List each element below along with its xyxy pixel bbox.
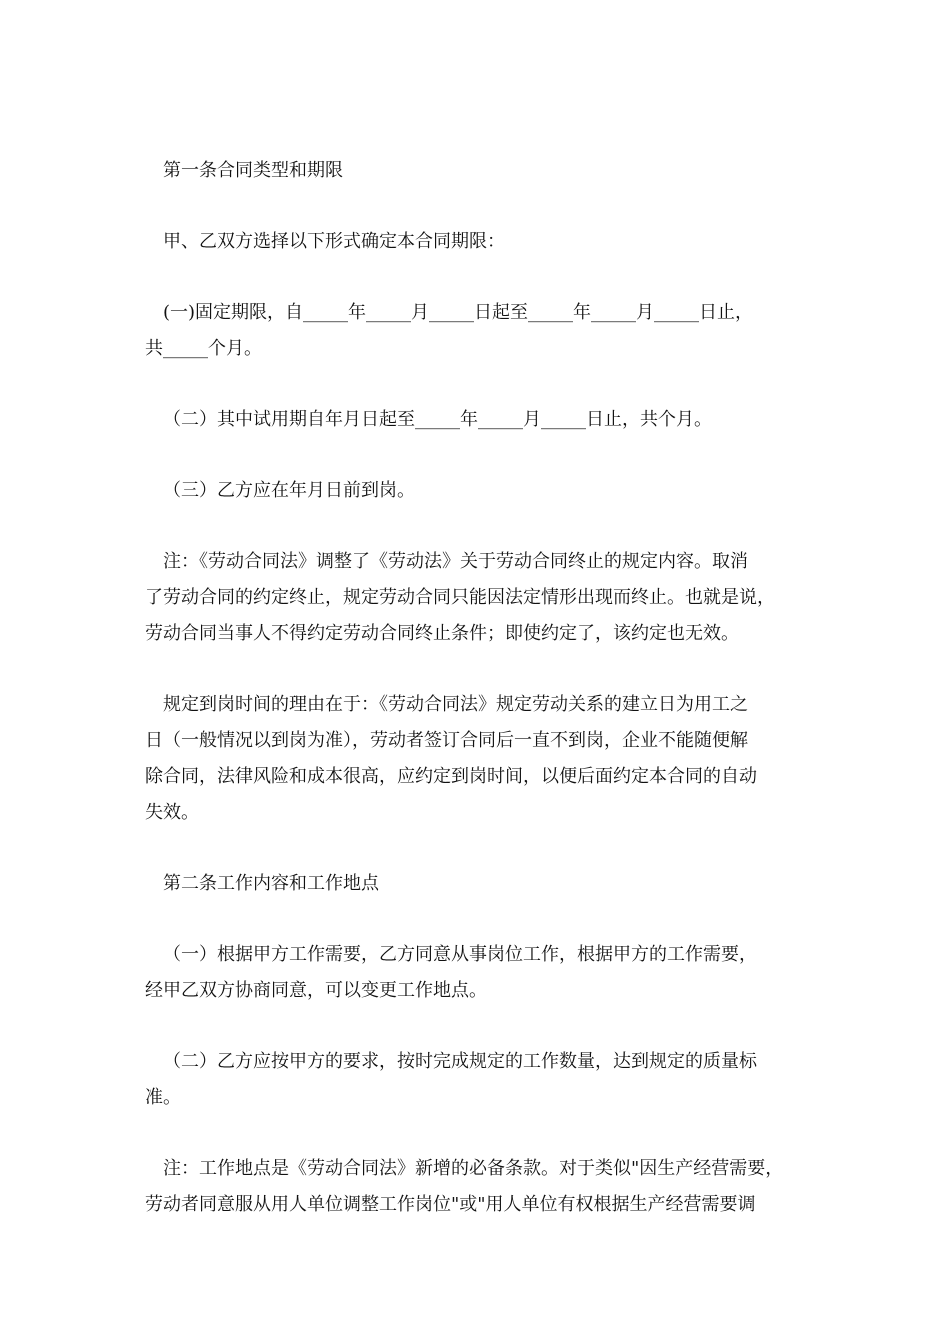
paragraph	[145, 866, 815, 902]
paragraph	[145, 402, 815, 438]
text-line: 共_____个月。	[145, 338, 262, 359]
text-line: 准。	[145, 1087, 181, 1108]
text-line: 日（一般情况以到岗为准），劳动者签订合同后一直不到岗，企业不能随便解	[145, 730, 748, 751]
document-body	[145, 153, 815, 1258]
paragraph	[145, 937, 815, 1009]
text-line: 劳动合同当事人不得约定劳动合同终止条件；即使约定了，该约定也无效。	[145, 623, 739, 644]
text-line: (一)固定期限，自_____年_____月_____日起至_____年_____月_____日止，	[163, 302, 754, 323]
paragraph	[145, 295, 815, 367]
text-line: 规定到岗时间的理由在于：《劳动合同法》规定劳动关系的建立日为用工之	[163, 694, 748, 715]
text-line: 经甲乙双方协商同意，可以变更工作地点。	[145, 980, 487, 1001]
text-line: 了劳动合同的约定终止，规定劳动合同只能因法定情形出现而终止。也就是说，	[145, 587, 775, 608]
text-line: 劳动者同意服从用人单位调整工作岗位"或"用人单位有权根据生产经营需要调	[145, 1194, 756, 1215]
text-line: 甲、乙双方选择以下形式确定本合同期限：	[163, 231, 505, 252]
text-line: （二）其中试用期自年月日起至_____年_____月_____日止，共个月。	[163, 409, 712, 430]
text-line: 注：《劳动合同法》调整了《劳动法》关于劳动合同终止的规定内容。取消	[163, 551, 748, 572]
text-line: （一）根据甲方工作需要，乙方同意从事岗位工作，根据甲方的工作需要，	[163, 944, 757, 965]
text-line: 第二条工作内容和工作地点	[163, 873, 379, 894]
text-line: （三）乙方应在年月日前到岗。	[163, 480, 415, 501]
paragraph	[145, 153, 815, 189]
text-line: （二）乙方应按甲方的要求，按时完成规定的工作数量，达到规定的质量标	[163, 1051, 757, 1072]
text-line: 除合同，法律风险和成本很高，应约定到岗时间，以便后面约定本合同的自动	[145, 766, 757, 787]
paragraph	[145, 473, 815, 509]
paragraph	[145, 544, 815, 652]
paragraph	[145, 687, 815, 831]
text-line: 注：工作地点是《劳动合同法》新增的必备条款。对于类似"因生产经营需要，	[163, 1158, 784, 1179]
text-line: 失效。	[145, 802, 199, 823]
text-line: 第一条合同类型和期限	[163, 160, 343, 181]
paragraph	[145, 1044, 815, 1116]
paragraph	[145, 224, 815, 260]
paragraph	[145, 1151, 815, 1223]
